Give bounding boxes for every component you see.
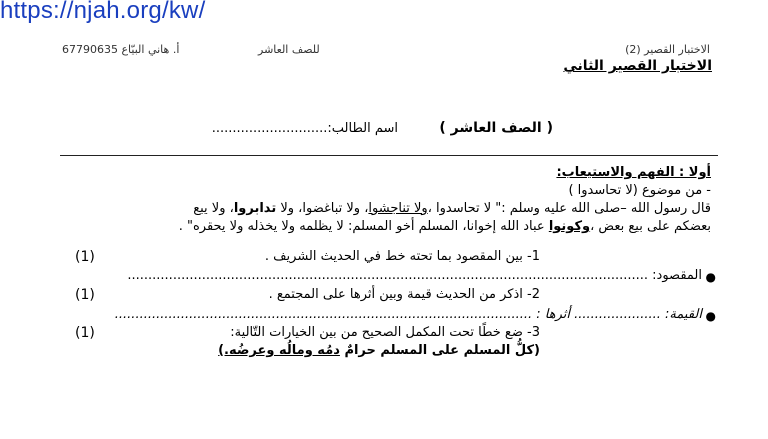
quiz-number: الاختبار القصير (2) [625,43,710,56]
hadith-line-1 [193,201,711,216]
site-url[interactable]: https://njah.org/kw/ [0,0,206,24]
question-2-text: 2- اذكر من الحديث قيمة وبين أثرها على المجتمع . [268,287,540,302]
hadith-underlined-1: ولا تناجشوا [368,201,428,216]
section-topic: - من موضوع (لا تحاسدوا ) [568,183,711,198]
question-3-text: 3- ضع خطًا تحت المكمل الصحيح من بين الخيارات التّالية: [230,325,540,340]
teacher-info: أ. هاني البيّاع 67790635 [62,43,180,56]
hadith-part: عباد الله إخوانا، المسلم أخو المسلم: لا يظلمه ولا يخذله ولا يحقره" . [178,219,549,234]
question-1-answer-line[interactable]: المقصود: .............................................................................................................................. [127,268,702,283]
bullet-icon: ● [705,309,716,323]
hadith-bold: تدابروا [233,201,277,216]
hadith-underlined-2: وكونوا [548,219,591,234]
statement-underlined: دمُه ومالُه وعرضُه.) [218,343,340,358]
student-grade: ( الصف العاشر ) [439,120,553,136]
grade-label: للصف العاشر [258,43,320,56]
question-2-mark: (1) [75,287,95,303]
hadith-part: ، ولا تباغضوا، ولا [280,201,369,216]
bullet-icon: ● [705,270,716,284]
hadith-part: ، ولا يبع [193,201,234,216]
question-1-text: 1- بين المقصود بما تحته خط في الحديث الشريف . [264,249,540,264]
question-2-answer-line[interactable]: القيمة: ..................... أثرها : ..................................................................................................... [114,307,702,322]
student-name-field[interactable]: اسم الطالب:............................ [211,121,398,136]
question-3-statement [218,343,540,358]
quiz-title: الاختبار القصير الثاني [563,58,712,74]
hadith-part: بعضكم على بيع بعض ، [590,219,711,234]
hadith-line-2 [179,219,711,234]
section-heading: أولا : الفهم والاستيعاب: [556,165,711,180]
question-3-mark: (1) [75,325,95,341]
statement-part: (كلُّ المسلم على المسلم حرامٌ [339,343,540,358]
divider-line [60,155,718,156]
hadith-part: قال رسول الله –صلى الله عليه وسلم :" لا تحاسدوا ، [427,201,711,216]
question-1-mark: (1) [75,249,95,265]
